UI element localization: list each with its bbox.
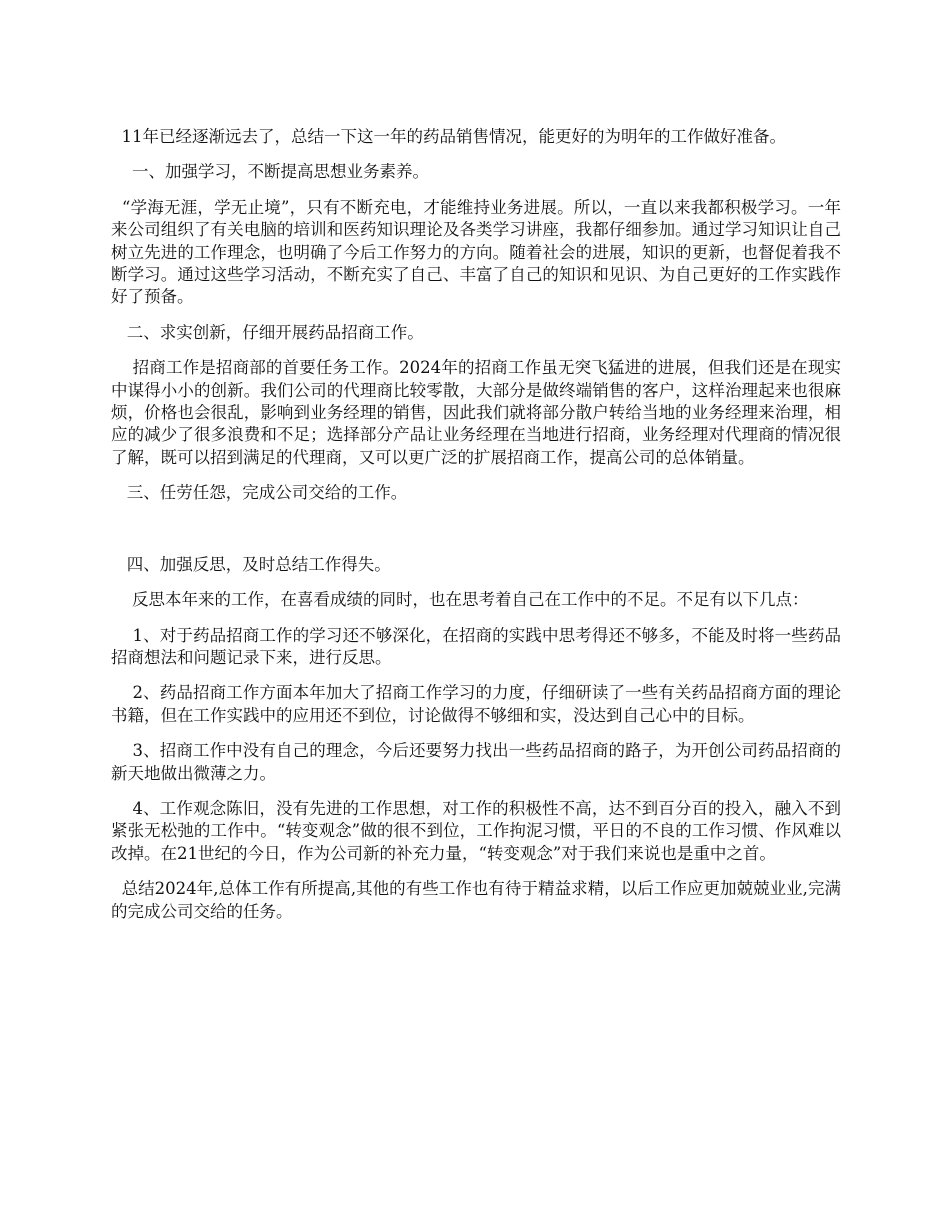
section1-heading: 一、加强学习，不断提高思想业务素养。 [111, 162, 429, 182]
section2-heading: 二、求实创新，仔细开展药品招商工作。 [111, 322, 424, 342]
section2-paragraph: 招商工作是招商部的首要任务工作。2024年的招商工作虽无突飞猛进的进展，但我们还是在现实中谋得小小的创新。我们公司的代理商比较零散，大部分是做终端销售的客户，这样治理起来也很麻烦，价格也会很乱，影响到业务经理的销售，因此我们就将部分散户转给当地的业务经理来治理，相应的减少了很多浪费和不足；选择部分产品让业务经理在当地进行招商，业务经理对代理商的情况很了解，既可以招到满足的代理商，又可以更广泛的扩展招商工作，提高公司的总体销量。 [111, 358, 841, 467]
intro-paragraph: 11年已经逐渐远去了，总结一下这一年的药品销售情况，能更好的为明年的工作做好准备。 [111, 127, 786, 146]
conclusion-paragraph: 总结2024年,总体工作有所提高,其他的有些工作也有待于精益求精，以后工作应更加兢兢业业,完满的完成公司交给的任务。 [111, 879, 841, 921]
point-1-paragraph: 1、对于药品招商工作的学习还不够深化，在招商的实践中思考得还不够多，不能及时将一些药品招商想法和问题记录下来，进行反思。 [111, 625, 842, 667]
point-4-paragraph: 4、工作观念陈旧，没有先进的工作思想，对工作的积极性不高，达不到百分百的投入，融入不到紧张无松弛的工作中。“转变观念”做的很不到位，工作拘泥习惯，平日的不良的工作习惯、作风难以改掉。在21世纪的今日，作为公司新的补充力量，“转变观念”对于我们来说也是重中之首。 [111, 798, 842, 863]
section1-paragraph: “学海无涯，学无止境”，只有不断充电，才能维持业务进展。所以，一直以来我都积极学习。一年来公司组织了有关电脑的培训和医药知识理论及各类学习讲座，我都仔细参加。通过学习知识让自己树立先进的工作理念，也明确了今后工作努力的方向。随着社会的进展，知识的更新，也督促着我不断学习。通过这些学习活动，不断充实了自己、丰富了自己的知识和见识、为自己更好的工作实践作好了预备。 [111, 197, 841, 307]
section3-heading: 三、任劳任怨，完成公司交给的工作。 [111, 483, 408, 503]
section4-heading: 四、加强反思，及时总结工作得失。 [111, 554, 391, 574]
document-body [111, 126, 841, 936]
point-3-paragraph: 3、招商工作中没有自己的理念，今后还要努力找出一些药品招商的路子，为开创公司药品招商的新天地做出微薄之力。 [111, 741, 842, 783]
section-gap [111, 518, 841, 554]
point-2-paragraph: 2、药品招商工作方面本年加大了招商工作学习的力度，仔细研读了一些有关药品招商方面的理论书籍，但在工作实践中的应用还不到位，讨论做得不够细和实，没达到自己心中的目标。 [111, 683, 842, 725]
section4-intro-paragraph: 反思本年来的工作，在喜看成绩的同时，也在思考着自己在工作中的不足。不足有以下几点： [111, 590, 809, 610]
